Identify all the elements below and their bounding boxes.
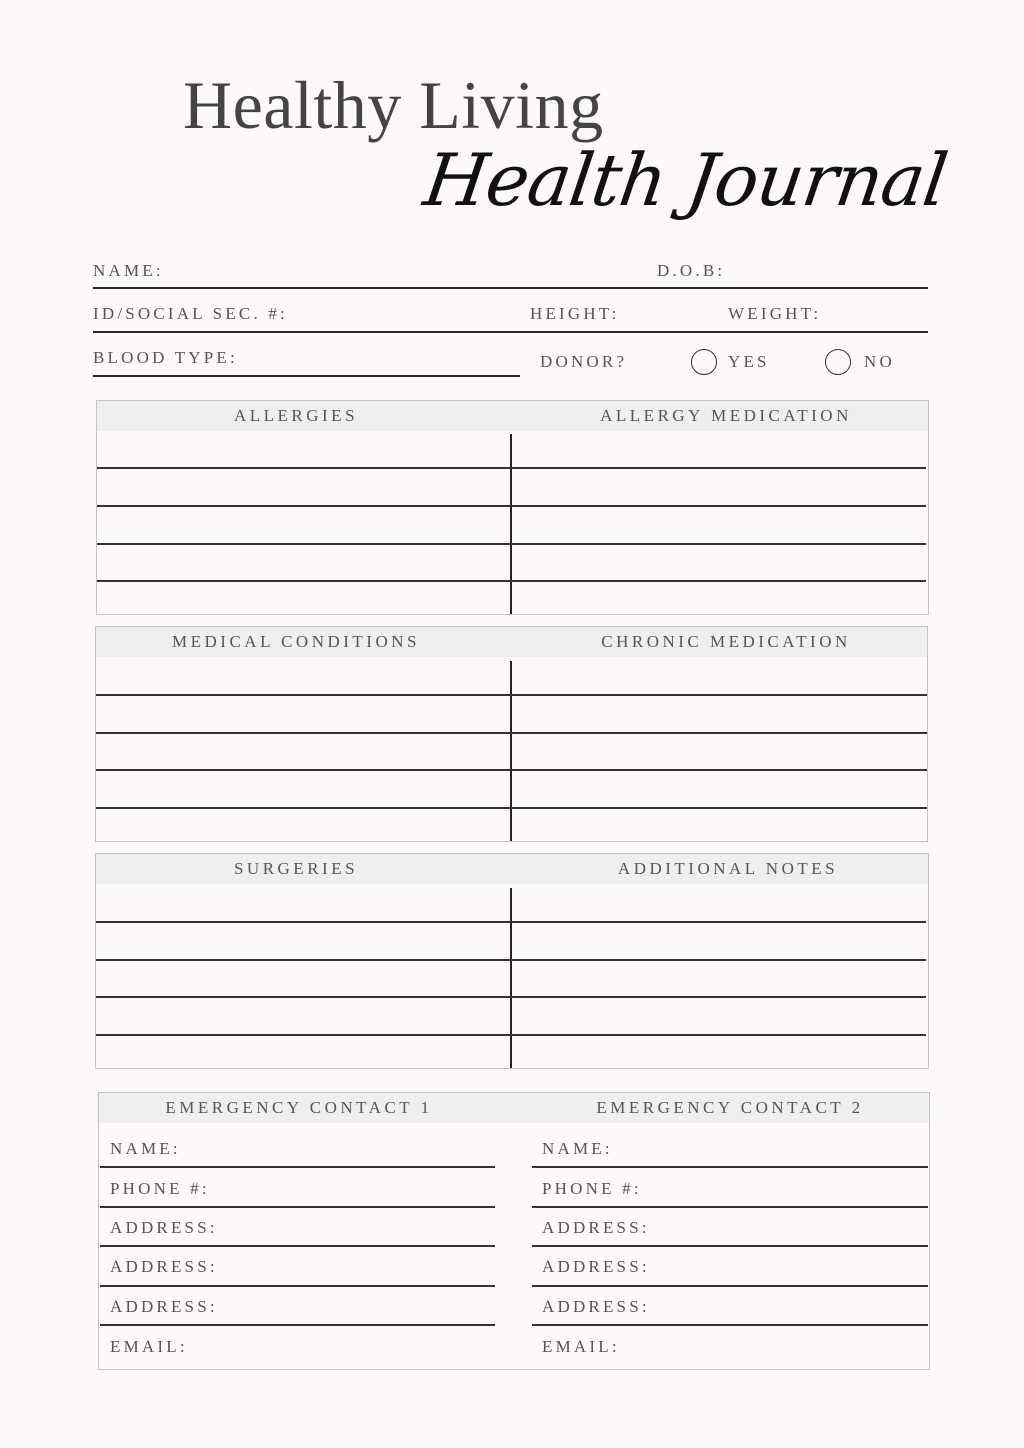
ec2-address-field-3[interactable] (532, 1324, 928, 1326)
surgeries-table-header (96, 854, 928, 884)
medical-conditions-table (95, 626, 928, 842)
ec2-phone-label: PHONE #: (542, 1179, 642, 1198)
name-label: NAME: (93, 261, 164, 280)
ec2-name-label: NAME: (542, 1139, 613, 1158)
emergency-contact-2-header: EMERGENCY CONTACT 2 (596, 1098, 864, 1117)
ec2-address-label: ADDRESS: (542, 1257, 650, 1276)
allergy-medication-header: ALLERGY MEDICATION (600, 406, 852, 425)
medical-conditions-entry-area[interactable] (96, 661, 510, 841)
ec2-phone-field[interactable] (532, 1206, 928, 1208)
blood-type-label: BLOOD TYPE: (93, 348, 238, 367)
donor-no-label: NO (864, 352, 895, 371)
id-social-label: ID/SOCIAL SEC. #: (93, 304, 288, 323)
ec2-address-label: ADDRESS: (542, 1297, 650, 1316)
ec1-name-field[interactable] (100, 1166, 495, 1168)
ec1-phone-field[interactable] (100, 1206, 495, 1208)
id-height-weight-field-line[interactable] (93, 331, 928, 333)
name-dob-field-line[interactable] (93, 287, 928, 289)
donor-label: DONOR? (540, 352, 628, 371)
weight-label: WEIGHT: (728, 304, 822, 323)
donor-yes-label: YES (728, 352, 770, 371)
allergies-table-header (97, 401, 928, 431)
allergies-entry-area[interactable] (97, 434, 510, 614)
ec1-address-label: ADDRESS: (110, 1297, 218, 1316)
allergy-medication-entry-area[interactable] (512, 434, 928, 614)
emergency-contact-1-header: EMERGENCY CONTACT 1 (165, 1098, 433, 1117)
additional-notes-header: ADDITIONAL NOTES (617, 859, 839, 878)
surgeries-table (95, 853, 929, 1069)
ec2-name-field[interactable] (532, 1166, 928, 1168)
emergency-contacts-header (99, 1093, 929, 1123)
chronic-medication-header: CHRONIC MEDICATION (601, 632, 851, 651)
dob-label: D.O.B: (657, 261, 726, 280)
allergies-table (96, 400, 929, 615)
height-label: HEIGHT: (530, 304, 620, 323)
ec1-address-label: ADDRESS: (110, 1257, 218, 1276)
ec2-email-label: EMAIL: (542, 1337, 620, 1356)
medical-conditions-table-header (96, 627, 927, 657)
chronic-medication-entry-area[interactable] (512, 661, 927, 841)
medical-conditions-header: MEDICAL CONDITIONS (172, 632, 420, 651)
ec2-address-field-2[interactable] (532, 1285, 928, 1287)
surgeries-entry-area[interactable] (96, 888, 510, 1068)
surgeries-header: SURGERIES (233, 859, 359, 878)
blood-type-field-line[interactable] (93, 375, 520, 377)
additional-notes-entry-area[interactable] (512, 888, 928, 1068)
ec1-email-label: EMAIL: (110, 1337, 188, 1356)
ec1-address-field-2[interactable] (100, 1285, 495, 1287)
donor-no-radio[interactable] (825, 349, 851, 375)
allergies-header: ALLERGIES (233, 406, 359, 425)
ec1-address-field-3[interactable] (100, 1324, 495, 1326)
ec2-address-field-1[interactable] (532, 1245, 928, 1247)
page-subtitle-script: Health Journal (419, 138, 952, 222)
ec1-address-field-1[interactable] (100, 1245, 495, 1247)
emergency-contacts-section (98, 1092, 930, 1370)
ec1-address-label: ADDRESS: (110, 1218, 218, 1237)
page-title: Healthy Living (183, 67, 604, 143)
ec1-phone-label: PHONE #: (110, 1179, 210, 1198)
ec2-address-label: ADDRESS: (542, 1218, 650, 1237)
donor-yes-radio[interactable] (691, 349, 717, 375)
ec1-name-label: NAME: (110, 1139, 181, 1158)
